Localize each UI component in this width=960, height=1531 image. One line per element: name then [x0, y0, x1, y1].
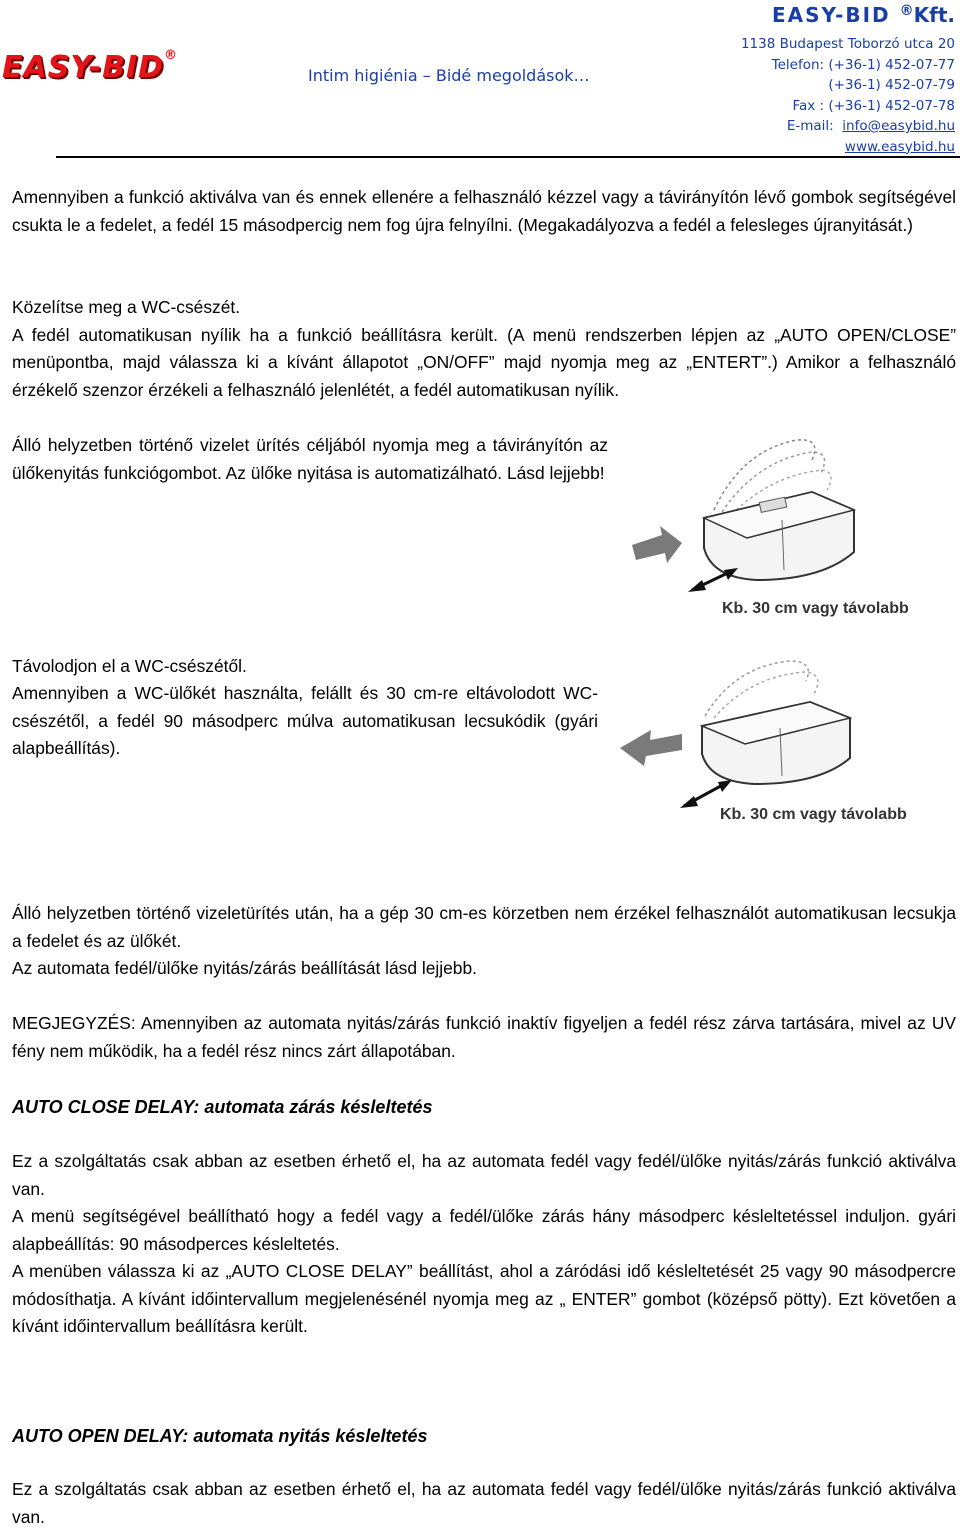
paragraph-3: Álló helyzetben történő vizelet ürítés céljából nyomja meg a távirányítón az ülőkenyitás funkciógombot. Az ülőke nyitása is automatizálható. Lásd lejjebb!: [12, 435, 608, 483]
logo-registered-mark: ®: [164, 48, 179, 63]
logo-text: EASY-BID: [2, 50, 165, 85]
paragraph-4-line1: Távolodjon el a WC-csészétől.: [12, 656, 247, 676]
phone-2: (+36-1) 452-07-79: [828, 77, 955, 93]
paragraph-5: Álló helyzetben történő vizeletürítés után, ha a gép 30 cm-es körzetben nem érzékel felhasználót automatikusan lecsukja a fedelet és az ülőkét. Az automata fedél/ülőke nyitás/zárás beállítását lásd lejjebb.: [12, 903, 956, 978]
website-link[interactable]: www.easybid.hu: [844, 138, 955, 155]
paragraph-1: Amennyiben a funkció aktiválva van és ennek ellenére a felhasználó kézzel vagy a távirányítón lévő gombok segítségével csukta le a fedelet, a fedél 15 másodpercig nem fog újra felnyílni. (Megakadályozva a fedél a felesleges újranyitását.): [12, 187, 956, 235]
email-line: E-mail: info@easybid.hu: [786, 118, 955, 134]
contact-block: [741, 34, 955, 157]
email-link[interactable]: info@easybid.hu: [842, 118, 955, 134]
heading-auto-close-delay: AUTO CLOSE DELAY: automata zárás késleltetés: [12, 1097, 433, 1117]
paragraph-auto-open: Ez a szolgáltatás csak abban az esetben érhető el, ha az automata fedél vagy fedél/ülőke nyitás/zárás funkció aktiválva van.: [12, 1479, 956, 1527]
company-logo: [2, 50, 178, 85]
paragraph-auto-close: Ez a szolgáltatás csak abban az esetben érhető el, ha az automata fedél vagy fedél/ülőke nyitás/zárás funkció aktiválva van. A menü segítségével beállítható hogy a fedél vagy a fedél/ülőke zárás hány másodperc késleltetéssel induljon. gyári alapbeállítás: 90 másodperces késleltetés. A menüben válassza ki az „AUTO CLOSE DELAY” beállítást, ahol a záródási idő késleltetését 25 vagy 90 másodpercre módosíthatja. A kívánt időintervallum megjelenésénél nyomja meg az „ ENTER” gombot (középső pötty). Ezt követően a kívánt időintervallum beállításra került.: [12, 1151, 956, 1336]
header-divider: [56, 156, 960, 158]
paragraph-note: MEGJEGYZÉS: Amennyiben az automata nyitás/zárás funkció inaktív figyeljen a fedél rész zárva tartására, mivel az UV fény nem működik, ha a fedél rész nincs zárt állapotában.: [12, 1013, 956, 1061]
figure2-caption: Kb. 30 cm vagy távolabb: [720, 806, 907, 823]
figure1-caption: Kb. 30 cm vagy távolabb: [722, 600, 909, 617]
registered-mark: ®: [899, 3, 914, 19]
fax: Fax : (+36-1) 452-07-78: [792, 97, 955, 114]
toilet-leave-figure: [610, 656, 910, 826]
toilet-approach-figure: [622, 430, 912, 625]
company-name: EASY-BID ®Kft.: [771, 3, 955, 27]
website-line: [741, 137, 955, 158]
paragraph-4: Amennyiben a WC-ülőkét használta, felállt és 30 cm-re eltávolodott WC-csészétől, a fedél 90 másodperc múlva automatikusan lecsukódik (gyári alapbeállítás).: [12, 683, 598, 758]
address: 1138 Budapest Toborzó utca 20: [740, 36, 955, 52]
paragraph-2: Közelítse meg a WC-csészét. A fedél automatikusan nyílik ha a funkció beállításra került. (A menü rendszerben lépjen az „AUTO OPEN/CLOSE” menüpontba, majd válassza ki a kívánt állapotot „ON/OFF” majd nyomja meg az „ENTERT”.) Amikor a felhasználó érzékelő szenzor érzékeli a felhasználó jelenlétét, a fedél automatikusan nyílik.: [12, 297, 956, 400]
heading-auto-open-delay: AUTO OPEN DELAY: automata nyitás késleltetés: [12, 1426, 428, 1446]
phone-1: Telefon: (+36-1) 452-07-77: [771, 56, 955, 73]
tagline: Intim higiénia – Bidé megoldások…: [308, 66, 590, 85]
